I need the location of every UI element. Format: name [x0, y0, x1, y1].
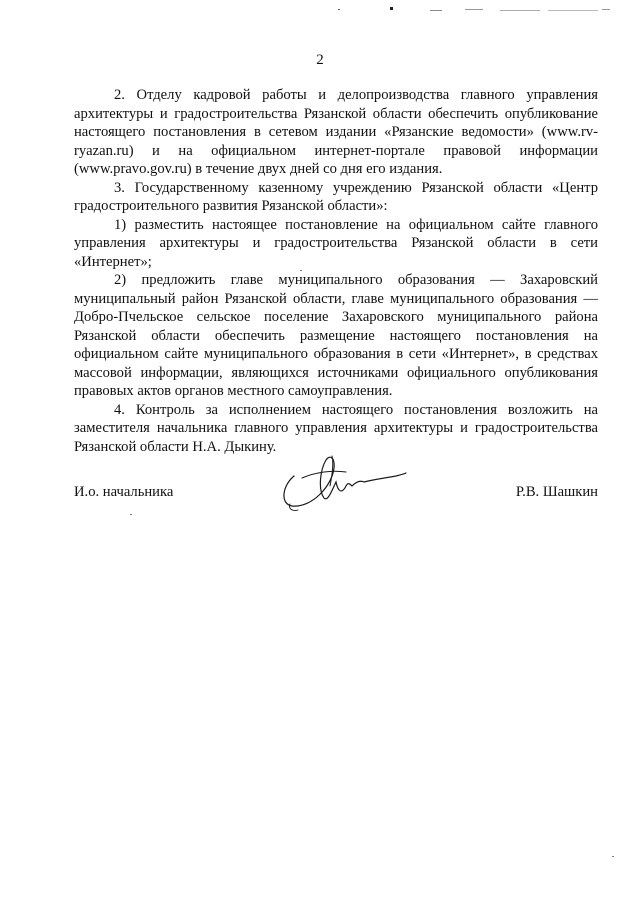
document-body — [74, 86, 598, 456]
signatory-title: И.о. начальника — [74, 484, 174, 500]
scan-speck — [612, 856, 614, 857]
paragraph-3-item-2: 2) предложить главе муниципального образования — Захаровский муниципальный район Рязанской области, главе муниципального образования — Добро-Пчельское сельское поселение Захаровского муниципального района Рязанской области обеспечить размещение настоящего постановления на официальном сайте муниципального образования в сети «Интернет», в средствах массовой информации, являющихся источниками официального опубликования правовых актов органов местного самоуправления. — [74, 272, 598, 399]
scan-artifact-marks — [0, 6, 640, 14]
handwritten-signature — [272, 446, 412, 514]
scan-speck — [300, 270, 302, 271]
signatory-name: Р.В. Шашкин — [515, 484, 598, 500]
page-number: 2 — [316, 52, 324, 68]
paragraph-4: 4. Контроль за исполнением настоящего постановления возложить на заместителя начальника главного управления архитектуры и градостроительства Рязанской области Н.А. Дыкину. — [74, 401, 598, 455]
paragraph-3: 3. Государственному казенному учреждению Рязанской области «Центр градостроительного развития Рязанской области»: — [74, 179, 598, 214]
paragraph-2: 2. Отделу кадровой работы и делопроизводства главного управления архитектуры и градостроительства Рязанской области обеспечить опубликование настоящего постановления в сетевом издании «Рязанские ведомости» (www.rv-ryazan.ru) и на официальном интернет-портале правовой информации (www.pravo.gov.ru) в течение двух дней со дня его издания. — [74, 87, 598, 177]
paragraph-3-item-1: 1) разместить настоящее постановление на официальном сайте главного управления архитектуры и градостроительства Рязанской области в сети «Интернет»; — [74, 216, 598, 270]
scan-speck — [130, 514, 132, 515]
